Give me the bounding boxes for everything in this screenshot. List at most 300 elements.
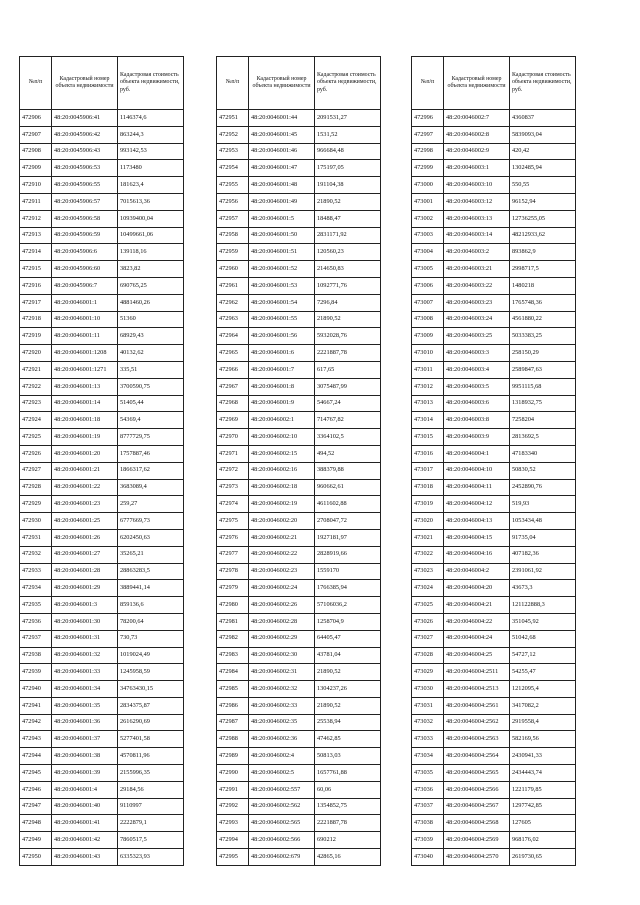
row-number: 472974 [217, 496, 249, 513]
cadastral-number: 48:20:0046001:54 [249, 294, 315, 311]
row-number: 472911 [20, 193, 52, 210]
cadastral-value: 2452890,76 [510, 479, 576, 496]
cadastral-number: 48:20:0045906:57 [52, 193, 118, 210]
table-row [412, 748, 576, 765]
table-row [217, 781, 381, 798]
cadastral-number: 48:20:0045906:6 [52, 244, 118, 261]
cadastral-value: 21890,52 [315, 697, 381, 714]
cadastral-value: 4881460,26 [118, 294, 184, 311]
cadastral-value: 139118,16 [118, 244, 184, 261]
cadastral-value: 966684,48 [315, 143, 381, 160]
cadastral-number: 48:20:0046001:22 [52, 479, 118, 496]
table-row [412, 311, 576, 328]
header-cadastral-number: Кадастровый номер объекта недвижимости [52, 57, 118, 110]
table-row [20, 748, 184, 765]
table-row [20, 832, 184, 849]
cadastral-number: 48:20:0045906:58 [52, 210, 118, 227]
row-number: 472935 [20, 597, 52, 614]
row-number: 473006 [412, 277, 444, 294]
cadastral-number: 48:20:0046001:26 [52, 529, 118, 546]
table-row [412, 714, 576, 731]
cadastral-value: 214650,83 [315, 261, 381, 278]
table-row [217, 681, 381, 698]
cadastral-number: 48:20:0046004:2511 [444, 664, 510, 681]
cadastral-number: 48:20:0046003:6 [444, 395, 510, 412]
row-number: 472913 [20, 227, 52, 244]
cadastral-number: 48:20:0046004:2567 [444, 798, 510, 815]
cadastral-value: 3683089,4 [118, 479, 184, 496]
cadastral-number: 48:20:0046001:1208 [52, 345, 118, 362]
cadastral-number: 48:20:0046001:47 [249, 160, 315, 177]
row-number: 472916 [20, 277, 52, 294]
row-number: 472989 [217, 748, 249, 765]
cadastral-value: 1173480 [118, 160, 184, 177]
cadastral-value: 10939400,04 [118, 210, 184, 227]
row-number: 472969 [217, 412, 249, 429]
table-row [20, 395, 184, 412]
cadastral-value: 2919558,4 [510, 714, 576, 731]
cadastral-value: 6777669,73 [118, 513, 184, 530]
row-number: 473027 [412, 630, 444, 647]
cadastral-number: 48:20:0046002:18 [249, 479, 315, 496]
cadastral-number: 48:20:0046004:2566 [444, 781, 510, 798]
table-row [412, 193, 576, 210]
cadastral-value: 121122888,3 [510, 597, 576, 614]
cadastral-number: 48:20:0046001:18 [52, 412, 118, 429]
table-row [412, 664, 576, 681]
row-number: 472995 [217, 849, 249, 866]
cadastral-value: 1297742,85 [510, 798, 576, 815]
cadastral-value: 78200,64 [118, 613, 184, 630]
row-number: 473018 [412, 479, 444, 496]
table-row [412, 563, 576, 580]
cadastral-number: 48:20:0046001:7 [249, 361, 315, 378]
cadastral-value: 2589847,63 [510, 361, 576, 378]
row-number: 472932 [20, 546, 52, 563]
row-number: 472957 [217, 210, 249, 227]
cadastral-number: 48:20:0046001:14 [52, 395, 118, 412]
table-row [20, 849, 184, 866]
cadastral-number: 48:20:0046004:2561 [444, 697, 510, 714]
row-number: 473015 [412, 429, 444, 446]
table-row [412, 160, 576, 177]
cadastral-value: 2831171,92 [315, 227, 381, 244]
cadastral-number: 48:20:0046001:48 [249, 177, 315, 194]
row-number: 472970 [217, 429, 249, 446]
row-number: 472955 [217, 177, 249, 194]
cadastral-value: 57106036,2 [315, 597, 381, 614]
cadastral-value: 2091531,27 [315, 110, 381, 127]
cadastral-number: 48:20:0046002:5 [249, 765, 315, 782]
registry-table-1 [19, 56, 184, 866]
cadastral-value: 3700590,75 [118, 378, 184, 395]
table-row [412, 143, 576, 160]
cadastral-number: 48:20:0046004:2 [444, 563, 510, 580]
cadastral-value: 6202450,63 [118, 529, 184, 546]
cadastral-value: 2998717,5 [510, 261, 576, 278]
row-number: 472924 [20, 412, 52, 429]
row-number: 472984 [217, 664, 249, 681]
row-number: 472956 [217, 193, 249, 210]
cadastral-number: 48:20:0045906:42 [52, 126, 118, 143]
table-row [20, 177, 184, 194]
cadastral-value: 40132,62 [118, 345, 184, 362]
cadastral-value: 54727,12 [510, 647, 576, 664]
table-row [217, 227, 381, 244]
row-number: 472908 [20, 143, 52, 160]
cadastral-value: 9110997 [118, 798, 184, 815]
cadastral-value: 43781,04 [315, 647, 381, 664]
cadastral-number: 48:20:0046001:55 [249, 311, 315, 328]
row-number: 472943 [20, 731, 52, 748]
cadastral-number: 48:20:0046002:8 [444, 126, 510, 143]
cadastral-number: 48:20:0046003:5 [444, 378, 510, 395]
header-cadastral-value: Кадастровая стоимость объекта недвижимости, руб. [118, 57, 184, 110]
cadastral-number: 48:20:0046002:28 [249, 613, 315, 630]
table-row [20, 412, 184, 429]
cadastral-value: 50813,03 [315, 748, 381, 765]
cadastral-value: 351045,92 [510, 613, 576, 630]
row-number: 472951 [217, 110, 249, 127]
cadastral-value: 35265,21 [118, 546, 184, 563]
cadastral-number: 48:20:0046001:41 [52, 815, 118, 832]
table-row [217, 496, 381, 513]
cadastral-number: 48:20:0046001:42 [52, 832, 118, 849]
cadastral-value: 28863283,5 [118, 563, 184, 580]
row-number: 473020 [412, 513, 444, 530]
cadastral-number: 48:20:0046004:2569 [444, 832, 510, 849]
table-row [412, 681, 576, 698]
table-row [412, 227, 576, 244]
cadastral-number: 48:20:0046004:1 [444, 445, 510, 462]
table-row [20, 345, 184, 362]
cadastral-value: 54369,4 [118, 412, 184, 429]
row-number: 472994 [217, 832, 249, 849]
cadastral-value: 64405,47 [315, 630, 381, 647]
row-number: 473028 [412, 647, 444, 664]
row-number: 473025 [412, 597, 444, 614]
row-number: 472925 [20, 429, 52, 446]
table-row [20, 294, 184, 311]
row-number: 473033 [412, 731, 444, 748]
row-number: 472922 [20, 378, 52, 395]
row-number: 472919 [20, 328, 52, 345]
cadastral-number: 48:20:0046003:25 [444, 328, 510, 345]
cadastral-number: 48:20:0046001:13 [52, 378, 118, 395]
cadastral-value: 51360 [118, 311, 184, 328]
table-row [412, 613, 576, 630]
table-row [217, 126, 381, 143]
cadastral-value: 893862,9 [510, 244, 576, 261]
cadastral-value: 420,42 [510, 143, 576, 160]
table-row [412, 765, 576, 782]
cadastral-number: 48:20:0046001:1 [52, 294, 118, 311]
table-row [217, 815, 381, 832]
cadastral-value: 2834375,87 [118, 697, 184, 714]
cadastral-value: 1480218 [510, 277, 576, 294]
cadastral-value: 863244,3 [118, 126, 184, 143]
row-number: 472934 [20, 580, 52, 597]
cadastral-value: 96152,94 [510, 193, 576, 210]
cadastral-value: 8777729,75 [118, 429, 184, 446]
table-row [412, 580, 576, 597]
cadastral-value: 3417082,2 [510, 697, 576, 714]
row-number: 473000 [412, 177, 444, 194]
cadastral-value: 993142,53 [118, 143, 184, 160]
cadastral-number: 48:20:0046003:21 [444, 261, 510, 278]
cadastral-value: 259,27 [118, 496, 184, 513]
cadastral-number: 48:20:0046001:35 [52, 697, 118, 714]
table-row [217, 697, 381, 714]
cadastral-number: 48:20:0046003:13 [444, 210, 510, 227]
row-number: 472923 [20, 395, 52, 412]
table-row [412, 294, 576, 311]
row-number: 472967 [217, 378, 249, 395]
table-row [412, 361, 576, 378]
cadastral-number: 48:20:0046001:44 [249, 110, 315, 127]
table-row [217, 429, 381, 446]
cadastral-number: 48:20:0046002:20 [249, 513, 315, 530]
cadastral-number: 48:20:0046003:12 [444, 193, 510, 210]
table-row [412, 429, 576, 446]
header-number: №п/п [412, 57, 444, 110]
cadastral-number: 48:20:0046002:33 [249, 697, 315, 714]
table-row [20, 328, 184, 345]
cadastral-value: 7258204 [510, 412, 576, 429]
cadastral-number: 48:20:0046001:36 [52, 714, 118, 731]
cadastral-value: 730,73 [118, 630, 184, 647]
cadastral-number: 48:20:0046001:38 [52, 748, 118, 765]
table-row [412, 647, 576, 664]
table-row [20, 714, 184, 731]
cadastral-number: 48:20:0046003:23 [444, 294, 510, 311]
table-row [217, 647, 381, 664]
row-number: 473010 [412, 345, 444, 362]
cadastral-number: 48:20:0046002:24 [249, 580, 315, 597]
cadastral-number: 48:20:0046004:2568 [444, 815, 510, 832]
row-number: 472931 [20, 529, 52, 546]
row-number: 472944 [20, 748, 52, 765]
cadastral-number: 48:20:0046004:24 [444, 630, 510, 647]
cadastral-value: 1221179,85 [510, 781, 576, 798]
table-row [412, 210, 576, 227]
row-number: 473002 [412, 210, 444, 227]
cadastral-number: 48:20:0046001:6 [249, 345, 315, 362]
row-number: 472987 [217, 714, 249, 731]
cadastral-value: 968176,02 [510, 832, 576, 849]
row-number: 472906 [20, 110, 52, 127]
row-number: 472966 [217, 361, 249, 378]
cadastral-value: 3075487,99 [315, 378, 381, 395]
cadastral-number: 48:20:0046001:30 [52, 613, 118, 630]
row-number: 472958 [217, 227, 249, 244]
row-number: 472997 [412, 126, 444, 143]
table-row [217, 580, 381, 597]
cadastral-number: 48:20:0046002:30 [249, 647, 315, 664]
row-number: 472912 [20, 210, 52, 227]
row-number: 472942 [20, 714, 52, 731]
cadastral-value: 1146374,6 [118, 110, 184, 127]
table-row [20, 731, 184, 748]
row-number: 472975 [217, 513, 249, 530]
row-number: 472926 [20, 445, 52, 462]
table-row [217, 445, 381, 462]
cadastral-number: 48:20:0046002:10 [249, 429, 315, 446]
cadastral-value: 1531,52 [315, 126, 381, 143]
table-row [412, 731, 576, 748]
table-row [20, 126, 184, 143]
cadastral-value: 51042,68 [510, 630, 576, 647]
cadastral-number: 48:20:0046001:53 [249, 277, 315, 294]
row-number: 473017 [412, 462, 444, 479]
cadastral-number: 48:20:0046001:19 [52, 429, 118, 446]
cadastral-number: 48:20:0045906:43 [52, 143, 118, 160]
header-cadastral-number: Кадастровый номер объекта недвижимости [249, 57, 315, 110]
table-row [412, 110, 576, 127]
cadastral-value: 5839093,04 [510, 126, 576, 143]
table-row [412, 513, 576, 530]
table-row [412, 479, 576, 496]
cadastral-number: 48:20:0046001:49 [249, 193, 315, 210]
row-number: 472993 [217, 815, 249, 832]
cadastral-number: 48:20:0046004:16 [444, 546, 510, 563]
table-body [217, 110, 381, 866]
cadastral-number: 48:20:0046001:23 [52, 496, 118, 513]
cadastral-value: 4360837 [510, 110, 576, 127]
cadastral-number: 48:20:0046001:25 [52, 513, 118, 530]
table-row [217, 832, 381, 849]
cadastral-value: 18488,47 [315, 210, 381, 227]
row-number: 472991 [217, 781, 249, 798]
cadastral-value: 120560,23 [315, 244, 381, 261]
row-number: 472920 [20, 345, 52, 362]
cadastral-number: 48:20:0046004:2570 [444, 849, 510, 866]
cadastral-value: 2221887,78 [315, 345, 381, 362]
cadastral-number: 48:20:0046001:46 [249, 143, 315, 160]
table-row [20, 210, 184, 227]
row-number: 473040 [412, 849, 444, 866]
row-number: 472952 [217, 126, 249, 143]
table-row [412, 126, 576, 143]
cadastral-number: 48:20:0046001:8 [249, 378, 315, 395]
cadastral-number: 48:20:0046002:1 [249, 412, 315, 429]
cadastral-number: 48:20:0046001:3 [52, 597, 118, 614]
cadastral-value: 2221887,78 [315, 815, 381, 832]
table-row [217, 765, 381, 782]
cadastral-number: 48:20:0046004:15 [444, 529, 510, 546]
cadastral-value: 1318932,75 [510, 395, 576, 412]
table-row [217, 412, 381, 429]
cadastral-number: 48:20:0045906:7 [52, 277, 118, 294]
table-row [412, 412, 576, 429]
row-number: 472914 [20, 244, 52, 261]
row-number: 472983 [217, 647, 249, 664]
table-row [412, 244, 576, 261]
row-number: 473037 [412, 798, 444, 815]
row-number: 472992 [217, 798, 249, 815]
cadastral-number: 48:20:0046002:26 [249, 597, 315, 614]
table-row [20, 496, 184, 513]
row-number: 472998 [412, 143, 444, 160]
cadastral-value: 960662,61 [315, 479, 381, 496]
table-row [20, 311, 184, 328]
table-row [20, 681, 184, 698]
table-row [217, 630, 381, 647]
table-row [20, 361, 184, 378]
cadastral-value: 1657761,88 [315, 765, 381, 782]
table-row [217, 546, 381, 563]
cadastral-value: 34763430,15 [118, 681, 184, 698]
table-row [20, 781, 184, 798]
cadastral-number: 48:20:0046004:2563 [444, 731, 510, 748]
row-number: 472917 [20, 294, 52, 311]
cadastral-value: 25538,94 [315, 714, 381, 731]
cadastral-value: 1302485,94 [510, 160, 576, 177]
table-row [412, 597, 576, 614]
cadastral-number: 48:20:0046003:2 [444, 244, 510, 261]
table-row [217, 748, 381, 765]
row-number: 473039 [412, 832, 444, 849]
row-number: 472990 [217, 765, 249, 782]
table-row [20, 815, 184, 832]
table-row [217, 714, 381, 731]
row-number: 472918 [20, 311, 52, 328]
cadastral-value: 519,93 [510, 496, 576, 513]
table-row [217, 798, 381, 815]
cadastral-number: 48:20:0046001:52 [249, 261, 315, 278]
cadastral-number: 48:20:0046002:7 [444, 110, 510, 127]
table-row [20, 664, 184, 681]
table-row [217, 361, 381, 378]
cadastral-number: 48:20:0046003:1 [444, 160, 510, 177]
row-number: 472936 [20, 613, 52, 630]
table-row [412, 697, 576, 714]
cadastral-number: 48:20:0046004:13 [444, 513, 510, 530]
table-row [412, 496, 576, 513]
cadastral-value: 1212095,4 [510, 681, 576, 698]
table-row [412, 378, 576, 395]
cadastral-value: 582169,56 [510, 731, 576, 748]
cadastral-value: 7296,84 [315, 294, 381, 311]
row-number: 472950 [20, 849, 52, 866]
cadastral-value: 54667,24 [315, 395, 381, 412]
row-number: 472907 [20, 126, 52, 143]
cadastral-value: 43673,3 [510, 580, 576, 597]
table-row [20, 110, 184, 127]
table-row [217, 311, 381, 328]
cadastral-number: 48:20:0046001:20 [52, 445, 118, 462]
cadastral-value: 47183340 [510, 445, 576, 462]
row-number: 473019 [412, 496, 444, 513]
cadastral-number: 48:20:0046004:11 [444, 479, 510, 496]
row-number: 472972 [217, 462, 249, 479]
cadastral-value: 1766385,94 [315, 580, 381, 597]
cadastral-value: 4561880,22 [510, 311, 576, 328]
table-row [217, 244, 381, 261]
cadastral-value: 617,65 [315, 361, 381, 378]
cadastral-value: 1354852,75 [315, 798, 381, 815]
cadastral-number: 48:20:0046004:20 [444, 580, 510, 597]
cadastral-value: 42865,16 [315, 849, 381, 866]
table-row [20, 445, 184, 462]
row-number: 472953 [217, 143, 249, 160]
cadastral-number: 48:20:0046004:12 [444, 496, 510, 513]
row-number: 473016 [412, 445, 444, 462]
row-number: 473013 [412, 395, 444, 412]
row-number: 472941 [20, 697, 52, 714]
table-row [20, 244, 184, 261]
table-row [217, 513, 381, 530]
